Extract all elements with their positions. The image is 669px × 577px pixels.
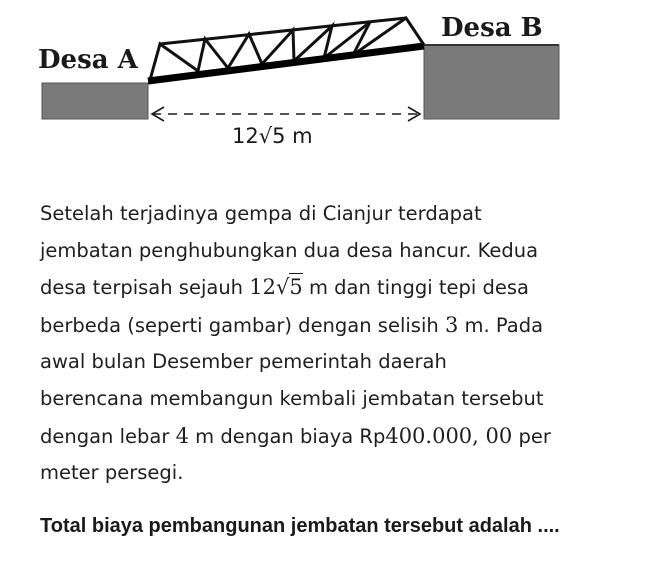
- problem-line-7: [40, 418, 660, 456]
- problem-line-3: [40, 269, 660, 307]
- problem-line-3-text-a: desa terpisah sejauh: [40, 276, 250, 300]
- problem-line-4-text-b: m. Pada: [458, 313, 544, 337]
- problem-line-4: [40, 307, 660, 345]
- bridge-width: 4: [175, 423, 189, 448]
- problem-line-2: jembatan penghubungkan dua desa hancur. Kedua: [40, 238, 539, 262]
- distance-coefficient: 12: [249, 275, 276, 300]
- problem-line-3-text-b: m dan tinggi tepi desa: [302, 276, 529, 300]
- problem-line-1: Setelah terjadinya gempa di Cianjur terdapat: [40, 202, 482, 225]
- problem-line-7-text-c: per: [512, 424, 551, 448]
- distance-arrow: [152, 107, 420, 121]
- problem-line-8: meter persegi.: [40, 461, 184, 485]
- cost-per-square-meter: 400.000, 00: [385, 423, 513, 448]
- problem-statement: [40, 196, 660, 492]
- bridge-diagram: [0, 0, 669, 170]
- distance-radicand: 5: [289, 275, 303, 300]
- height-difference: 3: [444, 312, 459, 337]
- problem-line-5: awal bulan Desember pemerintah daerah: [40, 350, 447, 374]
- problem-line-7-text-b: m dengan biaya Rp: [188, 424, 386, 448]
- question-text: Total biaya pembangunan jembatan tersebut adalah ....: [40, 515, 560, 537]
- problem-line-7-text-a: dengan lebar: [40, 424, 176, 448]
- problem-line-4-text-a: berbeda (seperti gambar) dengan selisih: [40, 313, 445, 337]
- village-a-ground: [42, 83, 148, 119]
- village-b-label: Desa B: [441, 13, 543, 43]
- problem-line-6: berencana membangun kembali jembatan tersebut: [40, 386, 544, 410]
- village-b-ground: [424, 45, 559, 119]
- village-a-label: Desa A: [38, 45, 138, 75]
- distance-math: 12√5: [249, 275, 303, 300]
- distance-label: 12√5 m: [232, 124, 313, 148]
